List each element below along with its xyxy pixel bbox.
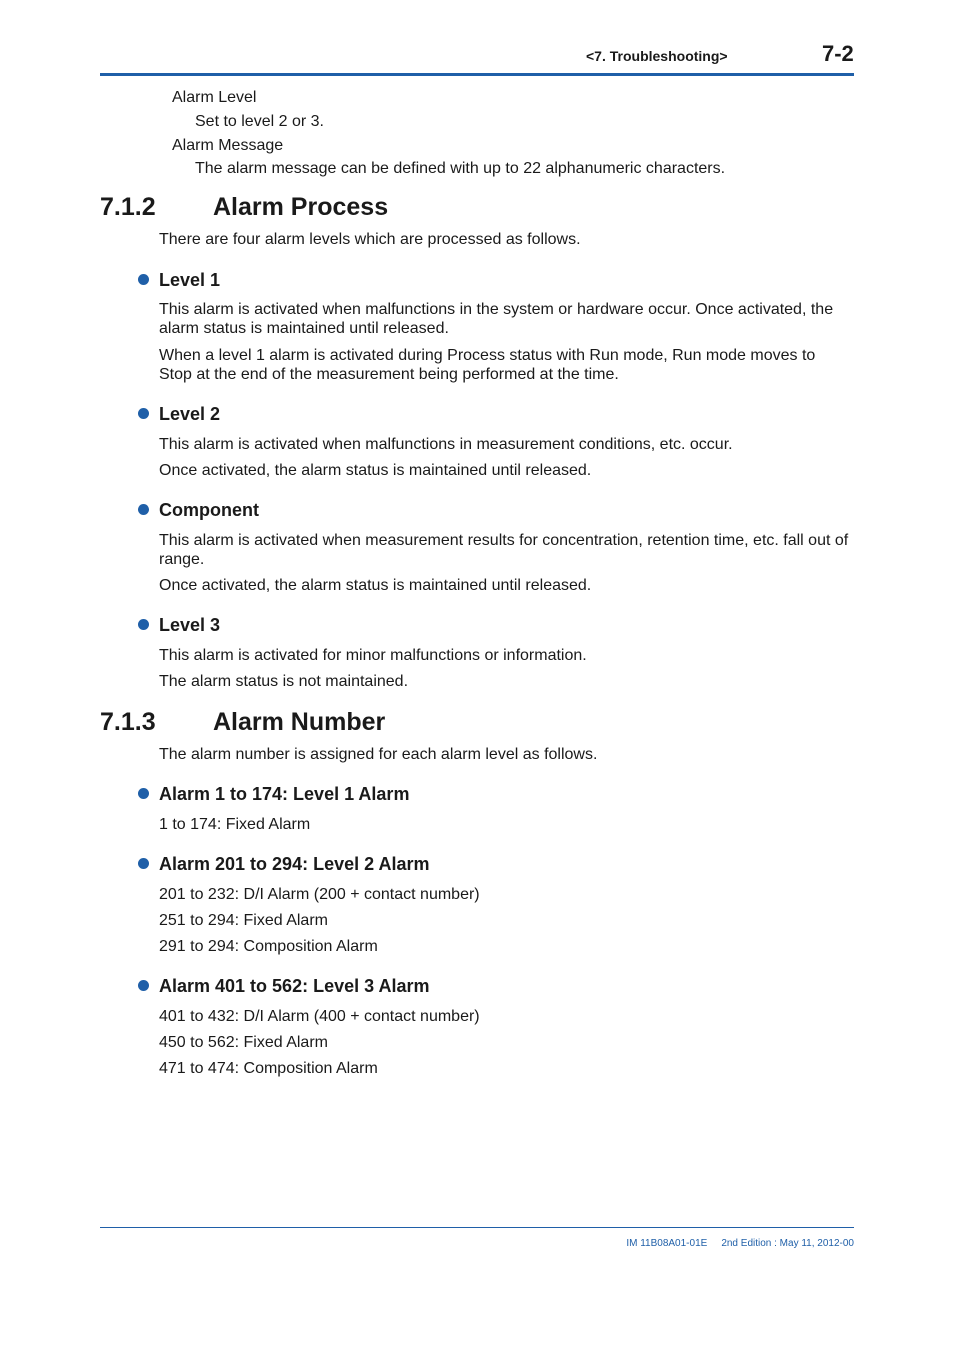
page-number: 7-2 [822, 41, 854, 66]
edition-info: 2nd Edition : May 11, 2012-00 [721, 1238, 854, 1249]
section-number: 7.1.2 [100, 193, 156, 221]
section-title: Alarm Process [213, 193, 389, 221]
level-1-paragraph-1: This alarm is activated when malfunctions in the system or hardware occur. Once activated, the alarm status is maintained until released. [159, 301, 834, 337]
level-2-paragraph-1: This alarm is activated when malfunctions in measurement conditions, etc. occur. [159, 436, 733, 453]
section-title: Alarm Number [213, 708, 386, 736]
section-heading-alarm-process [100, 193, 388, 222]
section-heading-alarm-number [100, 708, 385, 737]
subheading-level-2 [138, 404, 220, 425]
alarm-range-line: 471 to 474: Composition Alarm [159, 1060, 378, 1077]
header-section-title: <7. Troubleshooting> [586, 48, 728, 64]
bullet-icon [138, 980, 149, 991]
bullet-icon [138, 619, 149, 630]
bullet-icon [138, 274, 149, 285]
subheading-text: Alarm 1 to 174: Level 1 Alarm [159, 784, 410, 804]
alarm-range-line: 1 to 174: Fixed Alarm [159, 816, 311, 833]
subheading-alarm-201-294 [138, 854, 429, 875]
subheading-text: Alarm 201 to 294: Level 2 Alarm [159, 854, 430, 874]
alarm-number-intro: The alarm number is assigned for each alarm level as follows. [159, 746, 598, 763]
subheading-text: Level 2 [159, 404, 221, 424]
alarm-range-line: 401 to 432: D/I Alarm (400 + contact number) [159, 1008, 480, 1025]
alarm-level-desc: Set to level 2 or 3. [195, 113, 324, 130]
alarm-process-intro: There are four alarm levels which are processed as follows. [159, 231, 581, 248]
document-id: IM 11B08A01-01E [626, 1238, 708, 1249]
level-3-paragraph-1: This alarm is activated for minor malfunctions or information. [159, 647, 587, 664]
bullet-icon [138, 504, 149, 515]
subheading-text: Component [159, 500, 259, 520]
section-number: 7.1.3 [100, 708, 156, 736]
header-rule [100, 73, 854, 76]
subheading-text: Alarm 401 to 562: Level 3 Alarm [159, 976, 430, 996]
alarm-range-line: 450 to 562: Fixed Alarm [159, 1034, 328, 1051]
alarm-range-line: 251 to 294: Fixed Alarm [159, 912, 328, 929]
component-paragraph-2: Once activated, the alarm status is maintained until released. [159, 577, 592, 594]
footer-rule [100, 1227, 854, 1228]
subheading-alarm-401-562 [138, 976, 429, 997]
subheading-level-1 [138, 270, 220, 291]
level-2-paragraph-2: Once activated, the alarm status is maintained until released. [159, 462, 592, 479]
bullet-icon [138, 408, 149, 419]
level-1-paragraph-2: When a level 1 alarm is activated during Process status with Run mode, Run mode moves to Stop at the end of the measurement being performed at the time. [159, 347, 816, 383]
footer [626, 1238, 854, 1249]
subheading-text: Level 1 [159, 270, 221, 290]
alarm-message-desc: The alarm message can be defined with up to 22 alphanumeric characters. [195, 160, 726, 177]
bullet-icon [138, 858, 149, 869]
alarm-range-line: 291 to 294: Composition Alarm [159, 938, 378, 955]
subheading-alarm-1-174 [138, 784, 409, 805]
level-3-paragraph-2: The alarm status is not maintained. [159, 673, 409, 690]
subheading-level-3 [138, 615, 220, 636]
alarm-message-label: Alarm Message [172, 137, 284, 154]
subheading-component [138, 500, 259, 521]
alarm-level-label: Alarm Level [172, 89, 257, 106]
component-paragraph-1: This alarm is activated when measurement results for concentration, retention time, etc. fall out of range. [159, 532, 849, 568]
alarm-range-line: 201 to 232: D/I Alarm (200 + contact number) [159, 886, 480, 903]
subheading-text: Level 3 [159, 615, 221, 635]
bullet-icon [138, 788, 149, 799]
